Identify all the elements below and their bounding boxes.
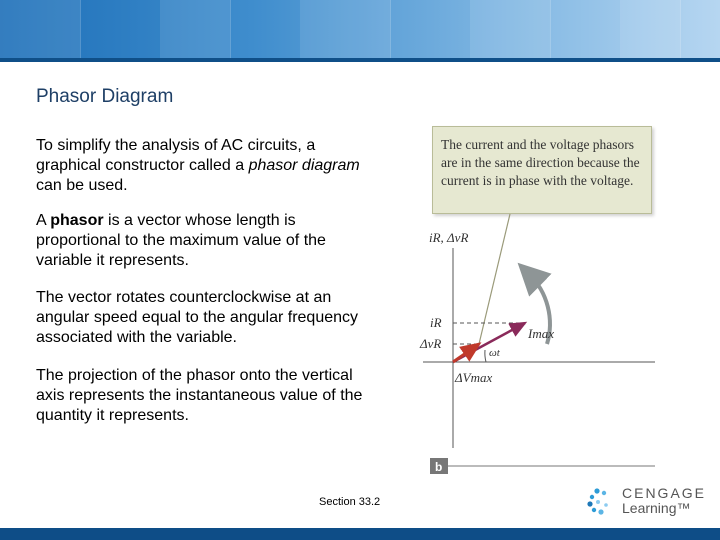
callout-pointer-line — [479, 214, 510, 344]
panel-tag: b — [435, 460, 443, 474]
paragraph-phasor-diagram: To simplify the analysis of AC circuits, a graphical constructor called a phasor diagram can be used. — [36, 137, 360, 194]
footer-band — [0, 528, 720, 540]
slide-title: Phasor Diagram — [36, 86, 174, 107]
label-dv-r: ΔvR — [420, 336, 442, 351]
paragraph-projection: The projection of the phasor onto the vertical axis represents the instantaneous value of the quantity it represents. — [36, 367, 363, 424]
voltage-phasor — [453, 344, 479, 362]
logo-sub: Learning™ — [622, 500, 691, 516]
header-band — [0, 0, 720, 58]
label-vmax: ΔVmax — [455, 370, 493, 385]
logo-name: CENGAGE — [622, 485, 707, 501]
paragraph-rotation: The vector rotates counterclockwise at an angular speed equal to the angular frequency associated with the variable. — [36, 289, 359, 346]
label-i-r: iR — [430, 315, 442, 330]
paragraph-phasor-definition: A phasor is a vector whose length is proportional to the maximum value of the variable it represents. — [36, 212, 326, 269]
header-stripe — [0, 58, 720, 62]
phasor-diagram — [415, 118, 665, 480]
cengage-logo — [586, 485, 716, 519]
callout-box: The current and the voltage phasors are in the same direction because the current is in phase with the voltage. — [432, 126, 652, 214]
phasor-figure — [415, 118, 665, 480]
label-imax: Imax — [528, 326, 554, 341]
angle-arc — [485, 350, 486, 362]
cengage-mark-icon — [586, 485, 620, 519]
section-number: Section 33.2 — [319, 496, 381, 508]
label-angle: ωt — [489, 347, 500, 359]
axis-label: iR, ΔvR — [429, 230, 469, 245]
